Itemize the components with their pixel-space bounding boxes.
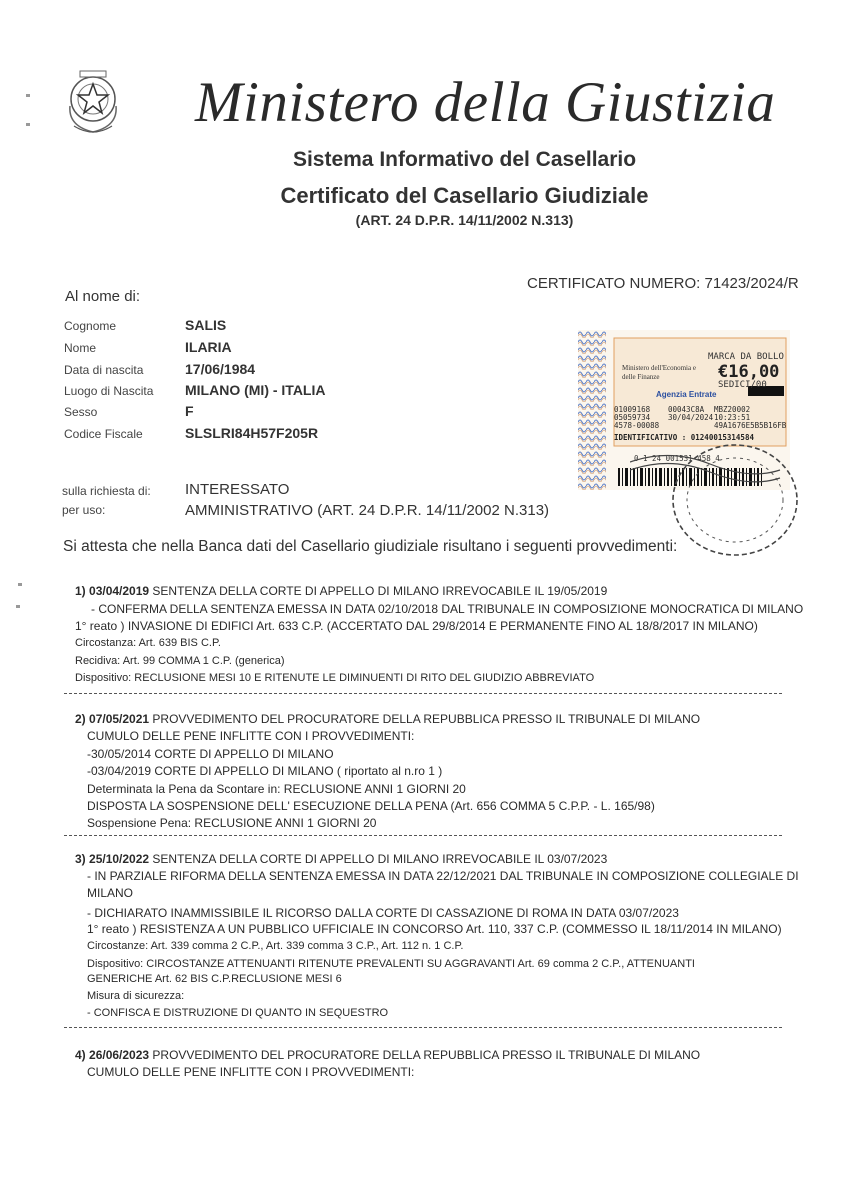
entry-line: MILANO [87, 886, 134, 900]
entry-number: 4) [75, 1048, 86, 1062]
entry-line: Circostanze: Art. 339 comma 2 C.P., Art. 339 comma 3 C.P., Art. 112 n. 1 C.P. [87, 940, 464, 952]
sex-value: F [185, 403, 194, 419]
entry-3 [75, 852, 799, 1020]
stamp-amount: €16,00 [718, 362, 780, 382]
margin-mark [26, 123, 30, 126]
entry-line: -30/05/2014 CORTE DI APPELLO DI MILANO [87, 747, 334, 761]
stamp-code-6: 10:23:51 [714, 413, 751, 422]
name-label: Nome [64, 341, 97, 355]
ministry-title: Ministero della Giustizia [195, 71, 776, 134]
entry-line: CUMULO DELLE PENE INFLITTE CON I PROVVEDIMENTI: [87, 729, 415, 743]
stamp-code-2: 05059734 [614, 413, 651, 422]
use-value: AMMINISTRATIVO (ART. 24 D.P.R. 14/11/2002 N.313) [185, 502, 550, 519]
entry-line: Dispositivo: RECLUSIONE MESI 10 E RITENUTE LE DIMINUENTI DI RITO DEL GIUDIZIO ABBREVIATO [75, 672, 595, 684]
request-by-label: sulla richiesta di: [62, 484, 151, 498]
entry-2 [75, 712, 795, 830]
entry-number: 1) [75, 584, 86, 598]
stamp-amount-words: SEDICI/00 [718, 380, 767, 390]
stamp-code-1: 01009168 [614, 405, 651, 414]
entry-separator [64, 1027, 782, 1028]
certificate-title: Certificato del Casellario Giudiziale [280, 183, 649, 208]
entry-line: - CONFISCA E DISTRUZIONE DI QUANTO IN SEQUESTRO [87, 1007, 389, 1019]
entry-line: PROVVEDIMENTO DEL PROCURATORE DELLA REPUBBLICA PRESSO IL TRIBUNALE DI MILANO [152, 1048, 701, 1062]
entry-line: Recidiva: Art. 99 COMMA 1 C.P. (generica) [75, 655, 285, 667]
birth-place-label: Luogo di Nascita [64, 384, 154, 398]
entry-line: Circostanza: Art. 639 BIS C.P. [75, 637, 221, 649]
entry-date: 25/10/2022 [89, 852, 150, 866]
stamp-code-5: 30/04/2024 [668, 413, 714, 422]
name-value: ILARIA [185, 339, 232, 355]
surname-value: SALIS [185, 317, 227, 333]
entry-line: - DICHIARATO INAMMISSIBILE IL RICORSO DALLA CORTE DI CASSAZIONE DI ROMA IN DATA 03/07/2023 [87, 906, 679, 920]
stamp-title: MARCA DA BOLLO [708, 352, 784, 362]
entry-separator [64, 693, 782, 694]
birth-date-label: Data di nascita [64, 363, 144, 377]
stamp-issuer: Ministero dell'Economia e delle Finanze [622, 364, 696, 381]
entry-4 [75, 1048, 795, 1088]
entry-date: 03/04/2019 [89, 584, 150, 598]
entry-line: -03/04/2019 CORTE DI APPELLO DI MILANO ( riportato al n.ro 1 ) [87, 764, 443, 778]
birth-place-value: MILANO (MI) - ITALIA [185, 382, 326, 398]
entry-line: 1° reato ) INVASIONE DI EDIFICI Art. 633 C.P. (ACCERTATO DAL 29/8/2014 E PERMANENTE FINO AL 18/8/2017 IN MILANO) [75, 619, 758, 633]
birth-date-value: 17/06/1984 [185, 361, 256, 377]
entry-date: 07/05/2021 [89, 712, 150, 726]
entry-line: DISPOSTA LA SOSPENSIONE DELL' ESECUZIONE DELLA PENA (Art. 656 COMMA 5 C.P.P. - L. 165/98) [87, 799, 655, 813]
margin-mark [18, 583, 22, 586]
entry-line: Determinata la Pena da Scontare in: RECLUSIONE ANNI 1 GIORNI 20 [87, 782, 466, 796]
legal-reference: (ART. 24 D.P.R. 14/11/2002 N.313) [355, 212, 574, 228]
surname-label: Cognome [64, 319, 117, 333]
entry-line: Misura di sicurezza: [87, 990, 185, 1002]
margin-mark [26, 94, 30, 97]
entry-line: 1° reato ) RESISTENZA A UN PUBBLICO UFFICIALE IN CONCORSO Art. 110, 337 C.P. (COMMESSO IL 18/11/2014 IN MILANO) [87, 922, 782, 936]
request-by-value: INTERESSATO [185, 481, 290, 498]
entry-date: 26/06/2023 [89, 1048, 150, 1062]
stamp-code-3: 4578-00088 [614, 421, 660, 430]
al-nome-di-label: Al nome di: [65, 288, 141, 305]
stamp-code-8: 49A1676E5B5B16FB [714, 421, 787, 430]
entry-line: GENERICHE Art. 62 BIS C.P.RECLUSIONE MESI 6 [87, 973, 342, 985]
entry-line: SENTENZA DELLA CORTE DI APPELLO DI MILANO IRREVOCABILE IL 03/07/2023 [152, 852, 608, 866]
margin-mark [16, 605, 20, 608]
entry-separator [64, 835, 782, 836]
stamp-identificativo: IDENTIFICATIVO : 01240015314584 [614, 433, 754, 442]
italian-republic-emblem [62, 66, 124, 138]
entry-line: - IN PARZIALE RIFORMA DELLA SENTENZA EMESSA IN DATA 22/12/2021 DAL TRIBUNALE IN COMPOSIZIONE COLLEGIALE DI [87, 869, 799, 883]
entry-number: 3) [75, 852, 86, 866]
entry-line: PROVVEDIMENTO DEL PROCURATORE DELLA REPUBBLICA PRESSO IL TRIBUNALE DI MILANO [152, 712, 701, 726]
entry-line: - CONFERMA DELLA SENTENZA EMESSA IN DATA 02/10/2018 DAL TRIBUNALE IN COMPOSIZIONE MONOCRATICA DI MILANO [91, 602, 804, 616]
entry-line: Dispositivo: CIRCOSTANZE ATTENUANTI RITENUTE PREVALENTI SU AGGRAVANTI Art. 69 comma 2 C.P., ATTENUANTI [87, 958, 695, 970]
entry-line: CUMULO DELLE PENE INFLITTE CON I PROVVEDIMENTI: [87, 1065, 415, 1079]
entry-line: Sospensione Pena: RECLUSIONE ANNI 1 GIORNI 20 [87, 816, 377, 830]
stamp-code-7: MBZ20002 [714, 405, 751, 414]
barcode-number: 0 1 24 001531 458 4 [634, 454, 720, 463]
certificate-number: CERTIFICATO NUMERO: 71423/2024/R [527, 275, 799, 292]
use-label: per uso: [62, 503, 106, 517]
entry-1 [75, 584, 804, 684]
fiscal-code-value: SLSLRI84H57F205R [185, 425, 319, 441]
stamp-code-4: 00043C8A [668, 405, 705, 414]
system-name: Sistema Informativo del Casellario [292, 148, 637, 171]
attestation-text: Si attesta che nella Banca dati del Casellario giudiziale risultano i seguenti provvedimenti: [63, 538, 678, 555]
agency-logo: Agenzia Entrate [656, 390, 717, 399]
entry-number: 2) [75, 712, 86, 726]
fiscal-code-label: Codice Fiscale [64, 427, 143, 441]
entry-line: SENTENZA DELLA CORTE DI APPELLO DI MILANO IRREVOCABILE IL 19/05/2019 [152, 584, 608, 598]
sex-label: Sesso [64, 405, 98, 419]
